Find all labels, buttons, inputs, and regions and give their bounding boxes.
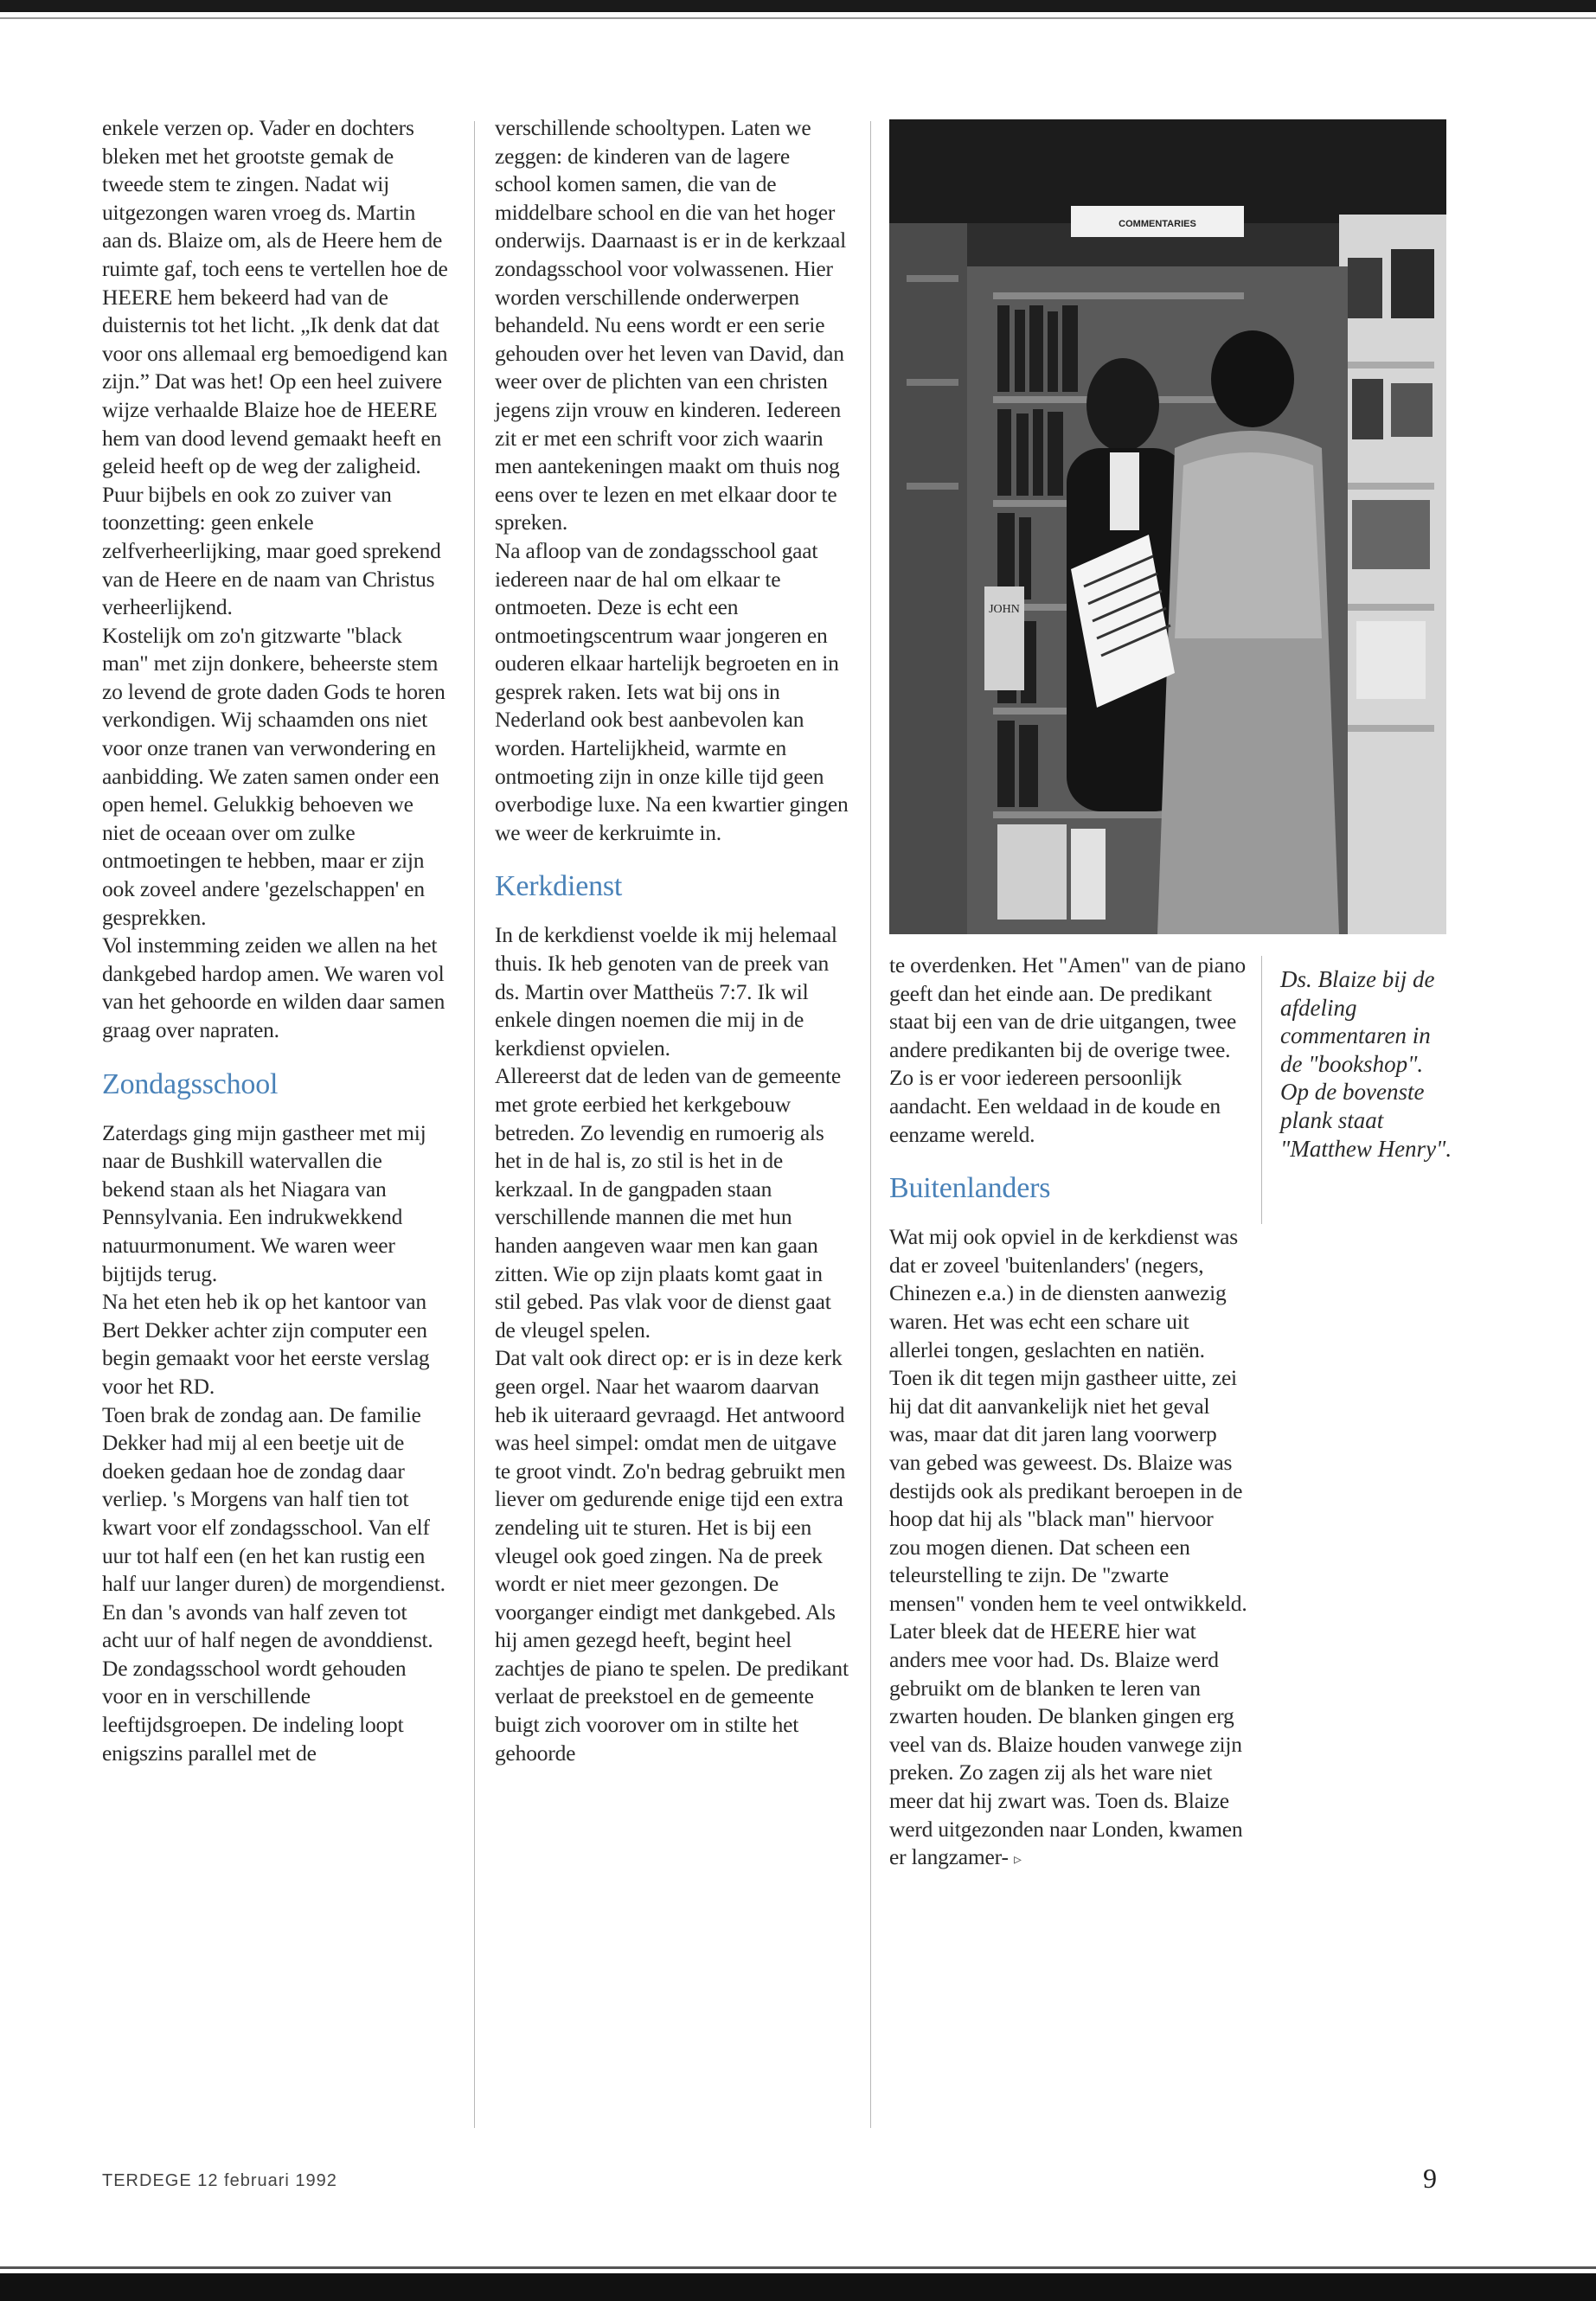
- paragraph: De zondagsschool wordt gehouden voor en in verschillende leeftijdsgroepen. De indeling loopt enigszins parallel met de: [102, 1655, 407, 1766]
- column-divider: [870, 121, 871, 2128]
- section-heading-buitenlanders: Buitenlanders: [889, 1172, 1051, 1205]
- column-1: [102, 114, 448, 1767]
- paragraph: verschillende schooltypen. Laten we zeggen: de kinderen van de lagere school komen samen, die van de middelbare school en die van het hoger onderwijs. Daarnaast is er in de kerkzaal zondagsschool voor volwassenen. Hier worden verschillende onderwerpen behandeld. Nu eens wordt er een serie gehouden over het leven van David, dan weer over de plichten van een christen jegens zijn vrouw en kinderen. Iedereen zit er met een schrift voor zich waarin men aantekeningen maakt om thuis nog eens over te lezen en met elkaar door te spreken.: [495, 115, 847, 535]
- bottom-border-thin: [0, 2266, 1596, 2269]
- photo-caption: Ds. Blaize bij de afdeling commentaren in de "bookshop". Op de bovenste plank staat "Matthew Henry".: [1280, 966, 1452, 1162]
- photo-sign-text: COMMENTARIES: [1118, 219, 1196, 229]
- footer-publication: TERDEGE 12 februari 1992: [102, 2171, 337, 2190]
- paragraph: Allereerst dat de leden van de gemeente met grote eerbied het kerkgebouw betreden. Zo levendig en rumoerig als het in de hal is, zo stil is het in de kerkzaal. In de gangpaden staan verschillende mannen die met hun handen aangeven waar men kan gaan zitten. Wie op zijn plaats komt gaat in stil gebed. Pas vlak voor de dienst gaat de vleugel spelen.: [495, 1063, 842, 1343]
- bottom-border: [0, 2273, 1596, 2301]
- caption-divider: [1261, 956, 1262, 1224]
- paragraph: Na afloop van de zondagsschool gaat iedereen naar de hal om elkaar te ontmoeten. Deze is echt een ontmoetingscentrum waar jongeren en ouderen elkaar hartelijk begroeten en in gesprek raken. Iets wat bij ons in Nederland ook best aanbevolen kan worden. Hartelijkheid, warmte en ontmoeting zijn in onze kille tijd geen overbodige luxe. Na een kwartier gingen we weer de kerkruimte in.: [495, 537, 849, 845]
- paragraph: Kostelijk om zo'n gitzwarte "black man" met zijn donkere, beheerste stem zo levend de grote daden Gods te horen verkondigen. Wij schaamden ons niet voor onze tranen van verwondering en aanbidding. We zaten samen onder een open hemel. Gelukkig behoeven we niet de oceaan over om zulke ontmoetingen te hebben, maar er zijn ook zoveel andere 'gezelschappen' en gesprekken.: [102, 622, 445, 930]
- paragraph: Vol instemming zeiden we allen na het dankgebed hardop amen. We waren vol van het gehoorde en wilden daar samen graag over napraten.: [102, 933, 445, 1042]
- column-2: [495, 114, 849, 1767]
- paragraph: Na het eten heb ik op het kantoor van Bert Dekker achter zijn computer een begin gemaakt voor het eerste verslag voor het RD.: [102, 1289, 430, 1399]
- column-divider: [474, 121, 475, 2128]
- paragraph: Toen brak de zondag aan. De familie Dekker had mij al een beetje uit de doeken gedaan hoe de zondag daar verliep. 's Morgens van half tien tot kwart voor elf zondagsschool. Van elf uur tot half een (en het kan rustig een half uur langer duren) de morgendienst. En dan 's avonds van half zeven tot acht uur of half negen de avonddienst.: [102, 1401, 445, 1653]
- paragraph-text: Wat mij ook opviel in de kerkdienst was dat er zoveel 'buitenlanders' (negers, Chinezen e.a.) in de diensten aanwezig waren. Het was echt een schare uit allerlei tongen, geslachten en natiën. Toen ik dit tegen mijn gastheer uitte, zei hij dat dit aanvankelijk niet het geval was, maar dat dit jaren lang voorwerp van gebed was geweest. Ds. Blaize was destijds ook als predikant beroepen in de hoop dat hij als "black man" hiervoor zou mogen dienen. Dat scheen een teleurstelling te zijn. De "zwarte mensen" vonden hem te veel ontwikkeld. Later bleek dat de HEERE hier wat anders mee voor had. Ds. Blaize werd gebruikt om de blanken te leren van zwarten houden. De blanken gingen erg veel van ds. Blaize houden vanwege zijn preken. Zo zagen zij als het ware niet meer dat hij zwart was. Toen ds. Blaize werd uitgezonden naar Londen, kwamen er langzamer-: [889, 1224, 1247, 1870]
- top-border: [0, 0, 1596, 12]
- paragraph: te overdenken. Het "Amen" van de piano geeft dan het einde aan. De predikant staat bij een van de drie uitgangen, twee andere predikanten bij de overige twee. Zo is er voor iedereen persoonlijk aandacht. Een weldaad in de koude en eenzame wereld.: [889, 952, 1246, 1147]
- page-number: 9: [1423, 2163, 1437, 2194]
- section-heading-kerkdienst: Kerkdienst: [495, 870, 623, 903]
- paragraph: In de kerkdienst voelde ik mij helemaal thuis. Ik heb genoten van de preek van ds. Martin over Mattheüs 7:7. Ik wil enkele dingen noemen die mij in de kerkdienst opvielen.: [495, 922, 837, 1061]
- column-3: [889, 952, 1247, 1874]
- section-heading-zondagsschool: Zondagsschool: [102, 1067, 279, 1100]
- top-border-thin: [0, 17, 1596, 19]
- paragraph: Dat valt ook direct op: er is in deze kerk geen orgel. Naar het waarom daarvan heb ik uiteraard gevraagd. Het antwoord was heel simpel: omdat men de uitgave te groot vindt. Zo'n bedrag gebruikt men liever om gedurende enige tijd een extra zendeling uit te sturen. Het is bij een vleugel ook goed zingen. Na de preek wordt er niet meer gezongen. De voorganger eindigt met dankgebed. Als hij amen gezegd heeft, begint heel zachtjes de piano te spelen. De predikant verlaat de preekstoel en de gemeente buigt zich voorover om in stilte het gehoorde: [495, 1345, 849, 1766]
- paragraph: Zaterdags ging mijn gastheer met mij naar de Bushkill watervallen die bekend staan als het Niagara van Pennsylvania. Een indrukwekkend natuurmonument. We waren weer bijtijds terug.: [102, 1119, 426, 1286]
- photo-bookshop: [889, 119, 1446, 934]
- paragraph: [889, 1223, 1247, 1874]
- photo-illustration: [889, 119, 1446, 934]
- continue-arrow-icon: ▹: [1013, 1850, 1022, 1868]
- paragraph: enkele verzen op. Vader en dochters bleken met het grootste gemak de tweede stem te zingen. Nadat wij uitgezongen waren vroeg ds. Martin aan ds. Blaize om, als de Heere hem de ruimte gaf, toch eens te vertellen hoe de HEERE hem bekeerd had van de duisternis tot het licht. „Ik denk dat dat voor ons allemaal erg bemoedigend kan zijn.” Dat was het! Op een heel zuivere wijze verhaalde Blaize hoe de HEERE hem van dood levend gemaakt heeft en geleid heeft op de weg der zaligheid. Puur bijbels en ook zo zuiver van toonzetting: geen enkele zelfverheerlijking, maar goed sprekend van de Heere en de naam van Christus verheerlijkend.: [102, 115, 448, 620]
- photo-book-spine-text: JOHN: [989, 603, 1020, 616]
